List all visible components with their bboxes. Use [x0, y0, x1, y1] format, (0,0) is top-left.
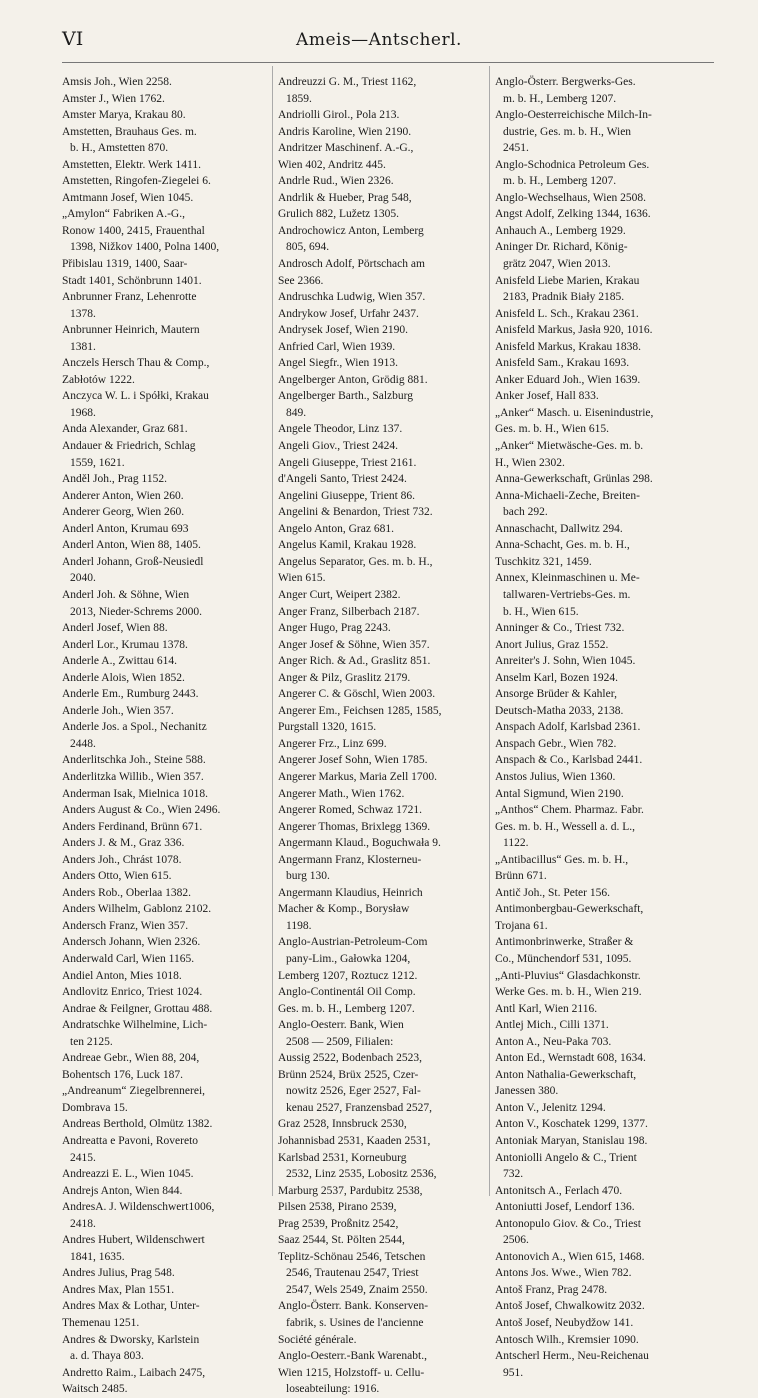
directory-line: Anczyca W. L. i Spółki, Krakau: [62, 390, 209, 403]
directory-line: Amtmann Josef, Wien 1045.: [62, 191, 194, 204]
directory-line: „Anker“ Mietwäsche-Ges. m. b.: [495, 440, 644, 453]
directory-line: Annex, Kleinmaschinen u. Me-: [495, 572, 640, 585]
directory-line: H., Wien 2302.: [495, 456, 565, 469]
directory-line: Andrysek Josef, Wien 2190.: [278, 324, 408, 337]
directory-line: Waitsch 2485.: [62, 1383, 128, 1396]
directory-line: Anton A., Neu-Paka 703.: [495, 1035, 612, 1048]
directory-line: Andres & Dworsky, Karlstein: [62, 1333, 200, 1346]
directory-line: Ges. m. b. H., Wien 615.: [495, 423, 609, 436]
directory-line: Angerer Thomas, Brixlegg 1369.: [278, 820, 431, 833]
header-rule: [62, 62, 714, 63]
directory-line: Anbrunner Franz, Lehenrotte: [62, 291, 197, 304]
directory-line: Angermann Klaud., Boguchwała 9.: [278, 837, 441, 850]
directory-line: Angerer C. & Göschl, Wien 2003.: [278, 688, 436, 701]
directory-line: Angst Adolf, Zelking 1344, 1636.: [495, 208, 651, 221]
directory-line: 2418.: [70, 1217, 96, 1230]
directory-line: Teplitz-Schönau 2546, Tetschen: [278, 1250, 426, 1263]
directory-line: Stadt 1401, Schönbrunn 1401.: [62, 274, 202, 287]
directory-line: fabrik, s. Usines de l'ancienne: [286, 1317, 424, 1330]
directory-line: Trojana 61.: [495, 919, 548, 932]
column-divider: [489, 66, 490, 1196]
directory-line: Antlej Mich., Cilli 1371.: [495, 1019, 609, 1032]
directory-line: Anstos Julius, Wien 1360.: [495, 770, 616, 783]
directory-line: Anna-Schacht, Ges. m. b. H.,: [495, 539, 630, 552]
directory-line: Anczels Hersch Thau & Comp.,: [62, 357, 210, 370]
directory-line: Antoš Josef, Chwalkowitz 2032.: [495, 1300, 645, 1313]
directory-line: Amster J., Wien 1762.: [62, 92, 165, 105]
directory-line: Anselm Karl, Bozen 1924.: [495, 671, 618, 684]
directory-line: Anglo-Continentál Oil Comp.: [278, 986, 416, 999]
directory-line: Anderer Georg, Wien 260.: [62, 506, 185, 519]
directory-line: Angermann Franz, Klosterneu-: [278, 853, 422, 866]
directory-line: „Antibacillus“ Ges. m. b. H.,: [495, 853, 629, 866]
directory-line: Aninger Dr. Richard, König-: [495, 241, 628, 254]
directory-line: „Andreanum“ Ziegelbrennerei,: [62, 1085, 206, 1098]
directory-line: 2040.: [70, 572, 96, 585]
directory-line: Amstetten, Ringofen-Ziegelei 6.: [62, 175, 211, 188]
directory-line: d'Angeli Santo, Triest 2424.: [278, 473, 407, 486]
directory-line: tallwaren-Vertriebs-Ges. m.: [503, 588, 631, 601]
directory-line: Angerer Math., Wien 1762.: [278, 787, 405, 800]
directory-line: Wien 615.: [278, 572, 326, 585]
directory-line: nowitz 2526, Eger 2527, Fal-: [286, 1085, 421, 1098]
directory-line: b. H., Wien 615.: [503, 605, 579, 618]
directory-line: Themenau 1251.: [62, 1317, 140, 1330]
directory-line: Anderle Jos. a Spol., Nechanitz: [62, 721, 207, 734]
directory-line: 2448.: [70, 737, 96, 750]
directory-line: Anders Rob., Oberlaa 1382.: [62, 886, 192, 899]
directory-line: Anderman Isak, Mielnica 1018.: [62, 787, 208, 800]
directory-line: Antoniak Maryan, Stanislau 198.: [495, 1135, 648, 1147]
directory-line: Anton Ed., Wernstadt 608, 1634.: [495, 1052, 646, 1065]
column-3: [495, 74, 705, 1381]
directory-line: Prag 2539, Proßnitz 2542,: [278, 1217, 399, 1230]
directory-line: Anderl Anton, Krumau 693: [62, 522, 189, 535]
directory-line: Antonovich A., Wien 615, 1468.: [495, 1250, 645, 1263]
directory-line: Anninger & Co., Triest 732.: [495, 622, 625, 635]
directory-line: Andiel Anton, Mies 1018.: [62, 969, 182, 982]
directory-line: Andrlik & Hueber, Prag 548,: [278, 191, 412, 204]
directory-line: Anbrunner Heinrich, Mautern: [62, 324, 200, 337]
directory-line: dustrie, Ges. m. b. H., Wien: [503, 125, 632, 138]
directory-line: Andreazzi E. L., Wien 1045.: [62, 1168, 194, 1181]
directory-line: Anda Alexander, Graz 681.: [62, 423, 188, 436]
directory-line: b. H., Amstetten 870.: [70, 142, 169, 155]
directory-line: Andersch Franz, Wien 357.: [62, 919, 189, 932]
directory-line: 2183, Pradnik Biały 2185.: [503, 291, 625, 304]
directory-line: m. b. H., Lemberg 1207.: [503, 92, 617, 105]
directory-line: „Anti-Pluvius“ Glasdachkonstr.: [495, 969, 641, 982]
directory-line: Anderl Joh. & Söhne, Wien: [62, 588, 190, 601]
directory-line: Angelus Separator, Ges. m. b. H.,: [278, 555, 433, 568]
directory-line: Anderl Lor., Krumau 1378.: [62, 638, 188, 651]
column-2: [278, 74, 484, 1398]
directory-line: Antoniolli Angelo & C., Trient: [495, 1151, 637, 1164]
directory-line: Anděl Joh., Prag 1152.: [62, 473, 167, 486]
directory-line: Angerer Romed, Schwaz 1721.: [278, 804, 423, 817]
directory-line: Anton V., Jelenitz 1294.: [495, 1101, 606, 1114]
directory-line: Androchowicz Anton, Lemberg: [278, 224, 424, 237]
directory-line: Anhauch A., Lemberg 1929.: [495, 224, 626, 237]
directory-line: Amstetten, Elektr. Werk 1411.: [62, 158, 201, 171]
directory-line: Angelberger Barth., Salzburg: [278, 390, 413, 403]
directory-line: Amster Marya, Krakau 80.: [62, 109, 186, 122]
directory-line: Anton V., Koschatek 1299, 1377.: [495, 1118, 648, 1131]
directory-line: Antič Joh., St. Peter 156.: [495, 886, 610, 899]
directory-line: Angerer Frz., Linz 699.: [278, 737, 387, 750]
directory-line: Saaz 2544, St. Pölten 2544,: [278, 1234, 405, 1247]
directory-line: Lemberg 1207, Roztucz 1212.: [278, 969, 418, 982]
directory-line: Angerer Markus, Maria Zell 1700.: [278, 770, 438, 783]
directory-line: Anderlitschka Joh., Steine 588.: [62, 754, 206, 767]
directory-line: Brünn 671.: [495, 870, 547, 883]
directory-line: Anisfeld Markus, Jasła 920, 1016.: [495, 324, 653, 337]
directory-line: Grulich 882, Lužetz 1305.: [278, 208, 400, 221]
directory-line: Andrle Rud., Wien 2326.: [278, 175, 394, 188]
directory-line: grätz 2047, Wien 2013.: [503, 258, 611, 271]
directory-line: Anisfeld Sam., Krakau 1693.: [495, 357, 630, 370]
directory-line: Anger & Pilz, Graslitz 2179.: [278, 671, 411, 684]
directory-line: Antimonbergbau-Gewerkschaft,: [495, 903, 644, 916]
directory-line: Anger Franz, Silberbach 2187.: [278, 605, 420, 618]
directory-line: Anker Eduard Joh., Wien 1639.: [495, 373, 641, 386]
directory-line: Anderer Anton, Wien 260.: [62, 489, 184, 502]
directory-line: Angelo Anton, Graz 681.: [278, 522, 394, 535]
directory-line: Janessen 380.: [495, 1085, 559, 1098]
directory-line: Anders Joh., Chrást 1078.: [62, 853, 182, 866]
directory-line: 2546, Trautenau 2547, Triest: [286, 1267, 419, 1280]
column-1: [62, 74, 267, 1398]
directory-line: Brünn 2524, Brüx 2525, Czer-: [278, 1068, 419, 1081]
directory-line: Anger Rich. & Ad., Graslitz 851.: [278, 655, 431, 668]
directory-line: Bohentsch 176, Luck 187.: [62, 1068, 184, 1081]
directory-line: Johannisbad 2531, Kaaden 2531,: [278, 1135, 431, 1147]
directory-line: 2547, Wels 2549, Znaim 2550.: [286, 1283, 428, 1296]
directory-line: Anders Otto, Wien 615.: [62, 870, 172, 883]
directory-line: Anspach Gebr., Wien 782.: [495, 737, 617, 750]
directory-line: m. b. H., Lemberg 1207.: [503, 175, 617, 188]
directory-line: Andauer & Friedrich, Schlag: [62, 440, 196, 453]
directory-line: Antons Jos. Wwe., Wien 782.: [495, 1267, 632, 1280]
directory-line: Angeli Giov., Triest 2424.: [278, 440, 399, 453]
directory-line: Angelini & Benardon, Triest 732.: [278, 506, 433, 519]
directory-line: Anfried Carl, Wien 1939.: [278, 340, 396, 353]
directory-line: Anderwald Carl, Wien 1165.: [62, 952, 195, 965]
directory-line: 2013, Nieder-Schrems 2000.: [70, 605, 202, 618]
directory-line: Anna-Michaeli-Zeche, Breiten-: [495, 489, 640, 502]
directory-line: Andreae Gebr., Wien 88, 204,: [62, 1052, 200, 1065]
directory-line: Andritzer Maschinenf. A.-G.,: [278, 142, 414, 155]
directory-line: „Anthos“ Chem. Pharmaz. Fabr.: [495, 804, 644, 817]
directory-line: Anderl Anton, Wien 88, 1405.: [62, 539, 201, 552]
directory-line: Antosch Wilh., Kremsier 1090.: [495, 1333, 639, 1346]
directory-line: Andreuzzi G. M., Triest 1162,: [278, 76, 417, 88]
directory-line: Andrejs Anton, Wien 844.: [62, 1184, 183, 1197]
directory-line: Antal Sigmund, Wien 2190.: [495, 787, 624, 800]
directory-line: Antoš Franz, Prag 2478.: [495, 1283, 608, 1296]
directory-line: Androsch Adolf, Pörtschach am: [278, 258, 425, 271]
directory-line: 1859.: [286, 92, 312, 105]
directory-line: Anglo-Austrian-Petroleum-Com: [278, 936, 428, 949]
directory-line: Andratschke Wilhelmine, Lich-: [62, 1019, 208, 1032]
directory-line: Anders Wilhelm, Gablonz 2102.: [62, 903, 212, 916]
directory-line: pany-Lim., Gałowka 1204,: [286, 952, 411, 965]
directory-line: Angerer Josef Sohn, Wien 1785.: [278, 754, 428, 767]
directory-line: 2508 — 2509, Filialen:: [286, 1035, 394, 1048]
directory-line: Anderle A., Zwittau 614.: [62, 655, 177, 668]
directory-line: Anisfeld Markus, Krakau 1838.: [495, 340, 641, 353]
directory-line: 2451.: [503, 142, 529, 155]
directory-line: „Amylon“ Fabriken A.-G.,: [62, 208, 185, 221]
directory-line: Anreiter's J. Sohn, Wien 1045.: [495, 655, 636, 668]
directory-line: Angelberger Anton, Grödig 881.: [278, 373, 428, 386]
directory-line: Antonitsch A., Ferlach 470.: [495, 1184, 623, 1197]
directory-line: Anspach Adolf, Karlsbad 2361.: [495, 721, 641, 734]
directory-line: AndresA. J. Wildenschwert1006,: [62, 1201, 215, 1214]
directory-line: Anders J. & M., Graz 336.: [62, 837, 185, 850]
directory-line: Anger Curt, Weipert 2382.: [278, 588, 401, 601]
directory-line: 2506.: [503, 1234, 529, 1247]
directory-line: See 2366.: [278, 274, 324, 287]
directory-line: Angelus Kamil, Krakau 1928.: [278, 539, 417, 552]
directory-line: Amsis Joh., Wien 2258.: [62, 76, 172, 88]
directory-line: Anderl Josef, Wien 88.: [62, 622, 168, 635]
directory-line: „Anker“ Masch. u. Eisenindustrie,: [495, 406, 654, 419]
directory-line: kenau 2527, Franzensbad 2527,: [286, 1101, 432, 1114]
directory-line: Angel Siegfr., Wien 1913.: [278, 357, 399, 370]
directory-line: Graz 2528, Innsbruck 2530,: [278, 1118, 407, 1131]
directory-line: Andreas Berthold, Olmütz 1382.: [62, 1118, 213, 1131]
directory-line: Tuschkitz 321, 1459.: [495, 555, 592, 568]
directory-line: 1378.: [70, 307, 96, 320]
directory-line: Anton Nathalia-Gewerkschaft,: [495, 1068, 637, 1081]
directory-line: Andruschka Ludwig, Wien 357.: [278, 291, 426, 304]
directory-line: Société générale.: [278, 1333, 357, 1346]
directory-line: Ansorge Brüder & Kahler,: [495, 688, 617, 701]
directory-line: Antl Karl, Wien 2116.: [495, 1002, 598, 1015]
directory-line: Andreatta e Pavoni, Rovereto: [62, 1135, 199, 1147]
directory-line: Angele Theodor, Linz 137.: [278, 423, 403, 436]
directory-line: Wien 1215, Holzstoff- u. Cellu-: [278, 1366, 425, 1379]
directory-line: Andrae & Feilgner, Grottau 488.: [62, 1002, 213, 1015]
directory-line: Anderle Alois, Wien 1852.: [62, 671, 185, 684]
directory-line: 1559, 1621.: [70, 456, 125, 469]
directory-line: Anisfeld Liebe Marien, Krakau: [495, 274, 640, 287]
directory-line: Angerer Em., Feichsen 1285, 1585,: [278, 704, 442, 717]
directory-line: Anglo-Oesterr.-Bank Warenabt.,: [278, 1350, 427, 1363]
directory-line: Andriolli Girol., Pola 213.: [278, 109, 400, 122]
directory-line: 1968.: [70, 406, 96, 419]
column-divider: [272, 66, 273, 1196]
directory-line: Angermann Klaudius, Heinrich: [278, 886, 423, 899]
directory-line: 849.: [286, 406, 307, 419]
directory-line: 1841, 1635.: [70, 1250, 125, 1263]
directory-line: 732.: [503, 1168, 524, 1181]
directory-line: Anderle Joh., Wien 357.: [62, 704, 174, 717]
directory-line: Anderle Em., Rumburg 2443.: [62, 688, 199, 701]
directory-line: Anisfeld L. Sch., Krakau 2361.: [495, 307, 639, 320]
directory-line: Marburg 2537, Pardubitz 2538,: [278, 1184, 423, 1197]
directory-line: Ronow 1400, 2415, Frauenthal: [62, 224, 205, 237]
directory-line: 805, 694.: [286, 241, 330, 254]
directory-line: Anderl Johann, Groß-Neusiedl: [62, 555, 204, 568]
directory-line: Anger Hugo, Prag 2243.: [278, 622, 391, 635]
directory-line: a. d. Thaya 803.: [70, 1350, 144, 1363]
directory-line: Anglo-Oesterreichische Milch-In-: [495, 109, 652, 122]
directory-line: Dombrava 15.: [62, 1101, 128, 1114]
directory-line: Antscherl Herm., Neu-Reichenau: [495, 1350, 649, 1363]
directory-line: 2415.: [70, 1151, 96, 1164]
directory-line: Ges. m. b. H., Wessell a. d. L.,: [495, 820, 636, 833]
directory-line: Anglo-Wechselhaus, Wien 2508.: [495, 191, 647, 204]
directory-line: Amstetten, Brauhaus Ges. m.: [62, 125, 197, 138]
page-number: VI: [62, 28, 84, 50]
directory-line: Karlsbad 2531, Korneuburg: [278, 1151, 407, 1164]
directory-line: Antimonbrinwerke, Straßer &: [495, 936, 634, 949]
directory-line: Annaschacht, Dallwitz 294.: [495, 522, 623, 535]
directory-line: Andres Hubert, Wildenschwert: [62, 1234, 205, 1247]
directory-line: Werke Ges. m. b. H., Wien 219.: [495, 986, 642, 999]
directory-line: 1398, Nižkov 1400, Polna 1400,: [70, 241, 220, 254]
directory-line: 1122.: [503, 837, 529, 850]
directory-line: Deutsch-Matha 2033, 2138.: [495, 704, 624, 717]
directory-line: Andris Karoline, Wien 2190.: [278, 125, 412, 138]
directory-line: Macher & Komp., Borysław: [278, 903, 410, 916]
directory-line: Andres Max & Lothar, Unter-: [62, 1300, 200, 1313]
directory-line: Wien 402, Andritz 445.: [278, 158, 386, 171]
directory-line: Andersch Johann, Wien 2326.: [62, 936, 201, 949]
directory-line: Andlovitz Enrico, Triest 1024.: [62, 986, 203, 999]
directory-line: Anglo-Oesterr. Bank, Wien: [278, 1019, 404, 1032]
directory-line: Anger Josef & Söhne, Wien 357.: [278, 638, 430, 651]
directory-line: Antoniutti Josef, Lendorf 136.: [495, 1201, 635, 1214]
directory-line: Anderlitzka Willib., Wien 357.: [62, 770, 204, 783]
directory-line: Angelini Giuseppe, Trient 86.: [278, 489, 416, 502]
directory-line: Anspach & Co., Karlsbad 2441.: [495, 754, 643, 767]
directory-line: Anglo-Schodnica Petroleum Ges.: [495, 158, 650, 171]
directory-line: Purgstall 1320, 1615.: [278, 721, 377, 734]
directory-line: Přibislau 1319, 1400, Saar-: [62, 258, 188, 271]
directory-line: Co., Münchendorf 531, 1095.: [495, 952, 632, 965]
directory-line: Andrykow Josef, Urfahr 2437.: [278, 307, 419, 320]
directory-line: 951.: [503, 1366, 524, 1379]
directory-line: Angeli Giuseppe, Triest 2161.: [278, 456, 417, 469]
page-title: Ameis—Antscherl.: [296, 30, 462, 50]
directory-line: loseabteilung: 1916.: [286, 1383, 380, 1396]
directory-line: Aussig 2522, Bodenbach 2523,: [278, 1052, 423, 1065]
directory-line: 1198.: [286, 919, 312, 932]
directory-line: Ges. m. b. H., Lemberg 1207.: [278, 1002, 415, 1015]
directory-line: Anker Josef, Hall 833.: [495, 390, 599, 403]
directory-line: burg 130.: [286, 870, 330, 883]
directory-line: Anna-Gewerkschaft, Grünlas 298.: [495, 473, 653, 486]
directory-line: Anglo-Österr. Bergwerks-Ges.: [495, 76, 636, 88]
directory-line: Anders August & Co., Wien 2496.: [62, 804, 221, 817]
directory-line: Andres Julius, Prag 548.: [62, 1267, 175, 1280]
directory-line: Antonopulo Giov. & Co., Triest: [495, 1217, 641, 1230]
directory-line: bach 292.: [503, 506, 548, 519]
directory-line: Andres Max, Plan 1551.: [62, 1283, 175, 1296]
directory-line: Antoš Josef, Neubydžow 141.: [495, 1317, 634, 1330]
directory-line: Pilsen 2538, Pirano 2539,: [278, 1201, 397, 1214]
directory-line: 2532, Linz 2535, Lobositz 2536,: [286, 1168, 437, 1181]
directory-line: ten 2125.: [70, 1035, 113, 1048]
directory-line: Zabłotów 1222.: [62, 373, 135, 386]
directory-line: Andretto Raim., Laibach 2475,: [62, 1366, 206, 1379]
directory-line: Anders Ferdinand, Brünn 671.: [62, 820, 203, 833]
directory-line: 1381.: [70, 340, 96, 353]
directory-line: Anglo-Österr. Bank. Konserven-: [278, 1300, 429, 1313]
directory-line: Anort Julius, Graz 1552.: [495, 638, 609, 651]
